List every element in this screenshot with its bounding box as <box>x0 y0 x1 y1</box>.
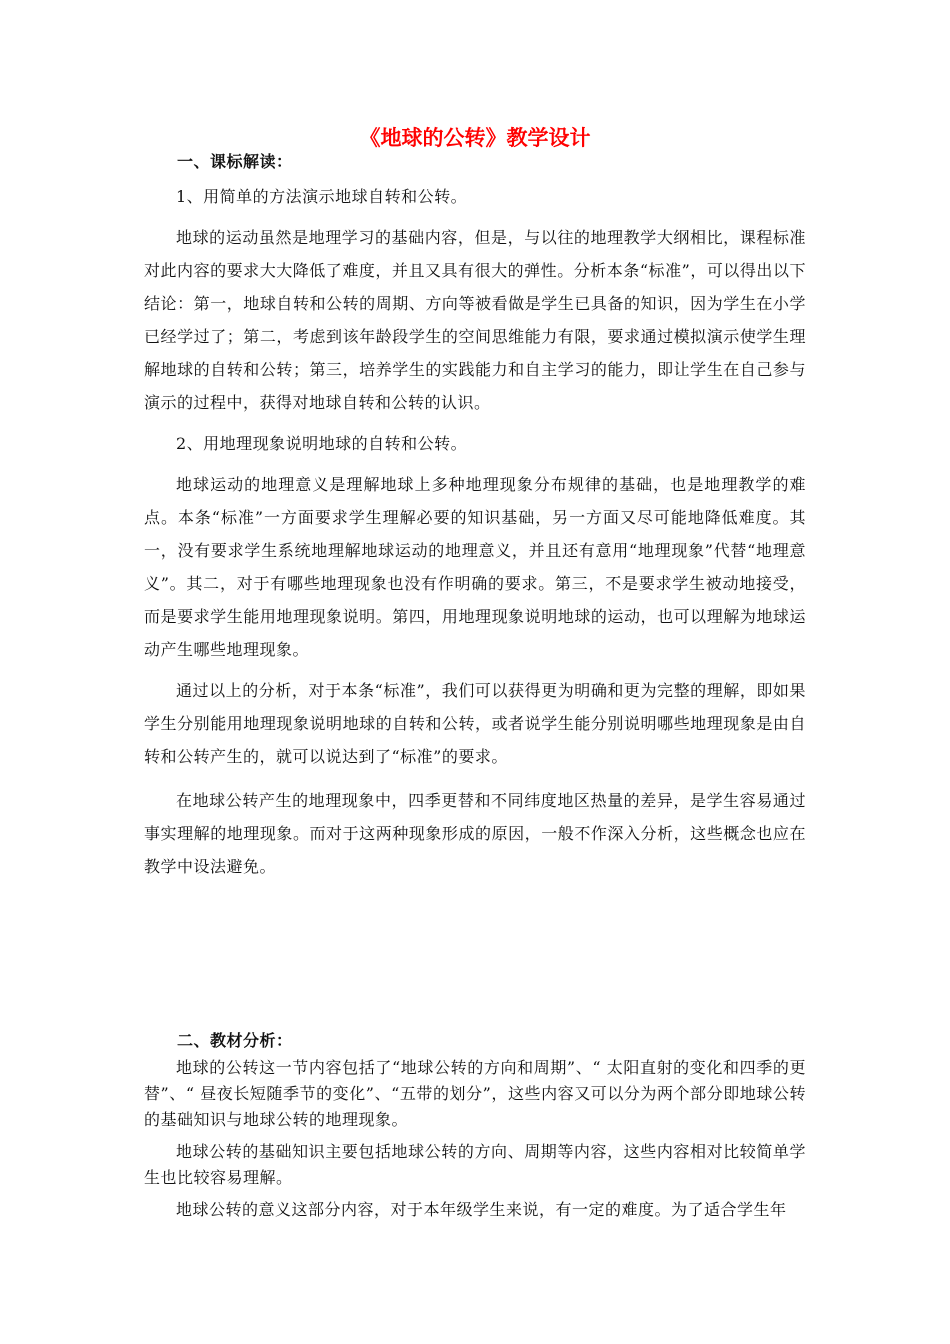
section-textbook-body <box>144 1055 806 1229</box>
paragraph: 通过以上的分析，对于本条“标准”，我们可以获得更为明确和更为完整的理解，即如果学生分别能用地理现象说明地球的自转和公转，或者说学生能分别说明哪些地理现象是由自转和公转产生的，就可以说达到了“标准”的要求。 <box>144 681 806 766</box>
document-title: 《地球的公转》教学设计 <box>359 125 591 150</box>
section-standards-body <box>144 180 806 891</box>
paragraph: 地球运动的地理意义是理解地球上多种地理现象分布规律的基础，也是地理教学的难点。本条“标准”一方面要求学生理解必要的知识基础，另一方面又尽可能地降低难度。其一，没有要求学生系统地理解地球运动的地理意义，并且还有意用“地理现象”代替“地理意义”。其二，对于有哪些地理现象也没有作明确的要求。第三，不是要求学生被动地接受，而是要求学生能用地理现象说明。第四，用地理现象说明地球的运动，也可以理解为地球运动产生哪些地理现象。 <box>144 475 806 659</box>
paragraph: 地球的运动虽然是地理学习的基础内容，但是，与以往的地理教学大纲相比，课程标准对此内容的要求大大降低了难度，并且又具有很大的弹性。分析本条“标准”，可以得出以下结论：第一，地球自转和公转的周期、方向等被看做是学生已具备的知识，因为学生在小学已经学过了；第二，考虑到该年龄段学生的空间思维能力有限，要求通过模拟演示使学生理解地球的自转和公转；第三，培养学生的实践能力和自主学习的能力，即让学生在自己参与演示的过程中，获得对地球自转和公转的认识。 <box>144 228 806 412</box>
paragraph: 2、用地理现象说明地球的自转和公转。 <box>176 434 468 453</box>
paragraph: 在地球公转产生的地理现象中，四季更替和不同纬度地区热量的差异，是学生容易通过事实理解的地理现象。而对于这两种现象形成的原因，一般不作深入分析，这些概念也应在教学中设法避免。 <box>144 791 806 876</box>
paragraph: 地球公转的基础知识主要包括地球公转的方向、周期等内容，这些内容相对比较简单学生也比较容易理解。 <box>144 1142 806 1187</box>
paragraph: 地球的公转这一节内容包括了“地球公转的方向和周期”、“ 太阳直射的变化和四季的更替”、“ 昼夜长短随季节的变化”、“五带的划分”，这些内容又可以分为两个部分即地球公转的基础知识与地球公转的地理现象。 <box>144 1058 806 1129</box>
section-heading-textbook: 二、教材分析： <box>177 1031 293 1050</box>
section-heading-standards: 一、课标解读： <box>177 152 293 171</box>
paragraph: 1、用简单的方法演示地球自转和公转。 <box>176 187 468 206</box>
paragraph: 地球公转的意义这部分内容，对于本年级学生来说，有一定的难度。为了适合学生年 <box>176 1200 787 1219</box>
